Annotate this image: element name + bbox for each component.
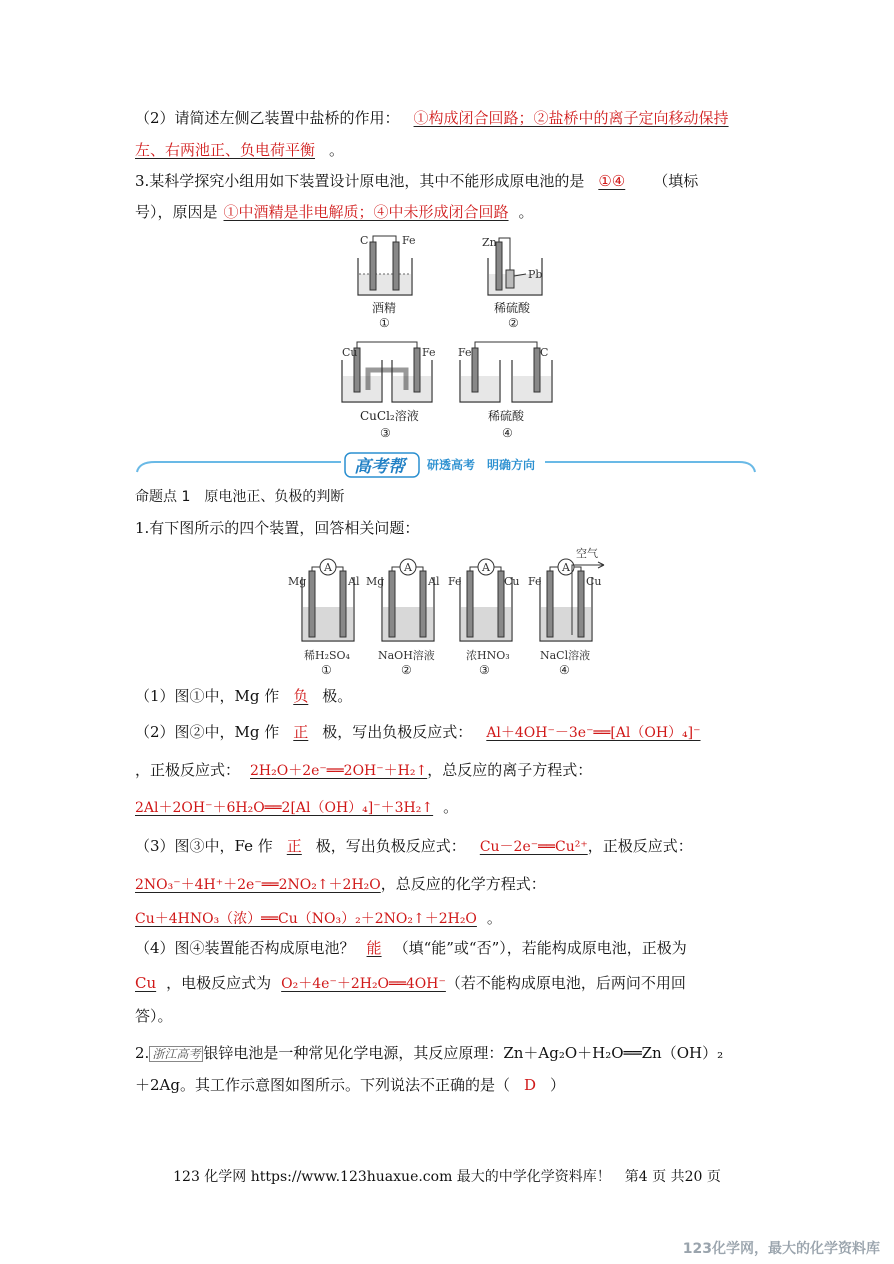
s4-prefix: （4）图④装置能否构成原电池？ [135,939,355,957]
s2-end: 。 [443,798,459,816]
s3-line3 [135,908,502,929]
s2-mid: 极，写出负极反应式： [322,723,473,741]
q2-2-answer2: 左、右两池正、负电荷平衡 [135,141,316,159]
q3-suffix: 。 [518,203,534,221]
figure-apparatus-1 [330,230,570,445]
s3-line2 [135,874,546,895]
s2-neg-eq: Al＋4OH⁻－3e⁻══[Al（OH）₄]⁻ [486,725,701,741]
fig1-cell1 [358,234,416,330]
fig1-c4-sol: 稀硫酸 [488,409,525,423]
s4-mid: （填“能”或“否”），若能构成原电池，正极为 [393,939,687,957]
s2-pos-label: ，正极反应式： [135,761,241,779]
s3-end: 。 [486,909,502,927]
fig1-c3-left: Cu [342,346,358,359]
s3-line1 [135,836,693,857]
fig2-c4-right: Cu [586,575,602,588]
fig2-cell2 [366,559,440,677]
fig2-c4-num: ④ [559,663,570,677]
q2-2-answer1: ①构成闭合回路；②盐桥中的离子定向移动保持 [413,109,729,127]
s4-line1 [135,938,687,958]
fig2-c3-sol: 浓HNO₃ [466,649,510,662]
fig1-cell2 [482,236,542,330]
fig1-c4-num: ④ [502,426,513,440]
p2-close: ） [550,1076,566,1094]
s4-answer: 能 [366,939,382,957]
fig1-c4-right: C [540,346,549,359]
fig2-c1-right: Al [348,575,360,588]
fig2-c4-meter: A [562,561,570,574]
q3-line2 [135,202,534,222]
banner-title: 高考帮 [354,457,405,477]
s3-total-eq: Cu＋4HNO₃（浓）══Cu（NO₃）₂＋2NO₂↑＋2H₂O [135,911,477,927]
s3-pos-eq: 2NO₃⁻＋4H⁺＋2e⁻══2NO₂↑＋2H₂O [135,877,381,893]
s3-neg-eq: Cu－2e⁻══Cu²⁺ [479,839,588,855]
fig1-c1-sol: 酒精 [372,301,397,315]
s4-line3: 答）。 [135,1007,173,1025]
fig1-c2-num: ② [508,316,519,330]
fig1-c3-sol: CuCl₂溶液 [360,409,419,423]
s3-pos-label: ，正极反应式： [587,837,693,855]
p2-text1: 银锌电池是一种常见化学电源，其反应原理：Zn＋Ag₂O＋H₂O══Zn（OH）₂ [203,1044,724,1062]
fig2-cell4 [528,546,604,677]
s1-line [135,686,352,706]
s1-prefix: （1）图①中，Mg 作 [135,687,280,705]
q2-2-line1 [135,108,729,128]
fig2-c2-num: ② [401,663,412,677]
s2-pos-eq: 2H₂O＋2e⁻══2OH⁻＋H₂↑ [250,763,428,779]
fig1-c2-right: Pb [528,268,543,281]
q3-line1 [135,171,698,191]
q2-2-suffix: 。 [329,141,345,159]
fig1-c1-right: Fe [402,234,416,247]
fig2-c3-right: Cu [504,575,520,588]
p1-intro: 1.有下图所示的四个装置，回答相关问题： [135,519,420,537]
topic-heading: 命题点 1 原电池正、负极的判断 [135,489,345,505]
banner-slogan: 研透高考 明确方向 [427,458,536,472]
s2-line3 [135,797,458,818]
p2-line2 [135,1075,565,1095]
s3-prefix: （3）图③中，Fe 作 [135,837,273,855]
fig2-c2-right: Al [428,575,440,588]
s4-eq: O₂＋4e⁻＋2H₂O══4OH⁻ [281,976,446,992]
fig2-c3-left: Fe [448,575,462,588]
fig2-cell3 [448,559,520,677]
fig2-c2-left: Mg [366,575,385,588]
p2-text2: ＋2Ag。其工作示意图如图所示。下列说法不正确的是（ [135,1076,510,1094]
q3-reason: ①中酒精是非电解质；④中未形成闭合回路 [223,203,509,221]
fig1-cell3 [342,342,436,440]
q2-2-prefix: （2）请简述左侧乙装置中盐桥的作用： [135,109,400,127]
p2-source-tag: 浙江高考 [149,1046,203,1062]
s4-note: （若不能构成原电池，后两问不用回 [445,974,686,992]
s1-suffix: 极。 [322,687,353,705]
q3-line2-prefix: 号），原因是 [135,203,218,221]
fig2-c2-sol: NaOH溶液 [378,649,435,662]
fig1-c3-right: Fe [422,346,436,359]
fig2-c4-left: Fe [528,575,542,588]
page-footer: 123 化学网 https://www.123huaxue.com 最大的中学化学资料库！ 第4 页 共20 页 [173,1169,721,1185]
section-banner [135,452,757,480]
s4-eq-label: ，电极反应式为 [166,974,272,992]
s2-answer: 正 [293,723,309,741]
fig2-c1-num: ① [321,663,332,677]
fig1-c1-num: ① [379,316,390,330]
q3-answer: ①④ [598,172,626,190]
fig1-c3-num: ③ [380,426,391,440]
s2-total-label: ，总反应的离子方程式： [427,761,593,779]
fig2-air-label: 空气 [576,547,598,560]
s2-line2 [135,760,592,781]
p2-answer: D [523,1076,537,1094]
fig2-c3-meter: A [482,561,490,574]
s4-line2 [135,973,686,994]
fig2-cell1 [288,559,360,677]
q2-2-line2 [135,140,344,160]
figure-apparatus-2 [286,545,616,677]
fig2-c3-num: ③ [479,663,490,677]
fig2-c2-meter: A [404,561,412,574]
fig1-c1-left: C [360,234,369,247]
fig1-c2-left: Zn [482,236,497,249]
fig1-c2-sol: 稀硫酸 [494,301,531,315]
q3-prefix: 3.某科学探究小组用如下装置设计原电池，其中不能形成原电池的是 [135,172,585,190]
fig2-c1-meter: A [324,561,332,574]
s3-total-label: ，总反应的化学方程式： [380,875,546,893]
fig2-c1-sol: 稀H₂SO₄ [304,649,350,662]
q3-hint: （填标 [653,172,699,190]
watermark: 123化学网，最大的化学资料库 [682,1241,880,1257]
fig1-cell4 [458,342,552,440]
s2-prefix: （2）图②中，Mg 作 [135,723,280,741]
s2-line1 [135,722,701,743]
fig2-c1-left: Mg [288,575,307,588]
fig1-c4-left: Fe [458,346,472,359]
fig2-c4-sol: NaCl溶液 [540,649,591,662]
s2-total-eq: 2Al＋2OH⁻＋6H₂O══2[Al（OH）₄]⁻＋3H₂↑ [135,800,434,816]
s1-answer: 负 [293,687,309,705]
p2-line1: 2. 浙江高考 银锌电池是一种常见化学电源，其反应原理：Zn＋Ag₂O＋H₂O══Zn（OH）₂ [135,1044,724,1062]
s4-pole: Cu [135,974,157,992]
s3-answer: 正 [286,837,302,855]
s3-mid: 极，写出负极反应式： [315,837,466,855]
